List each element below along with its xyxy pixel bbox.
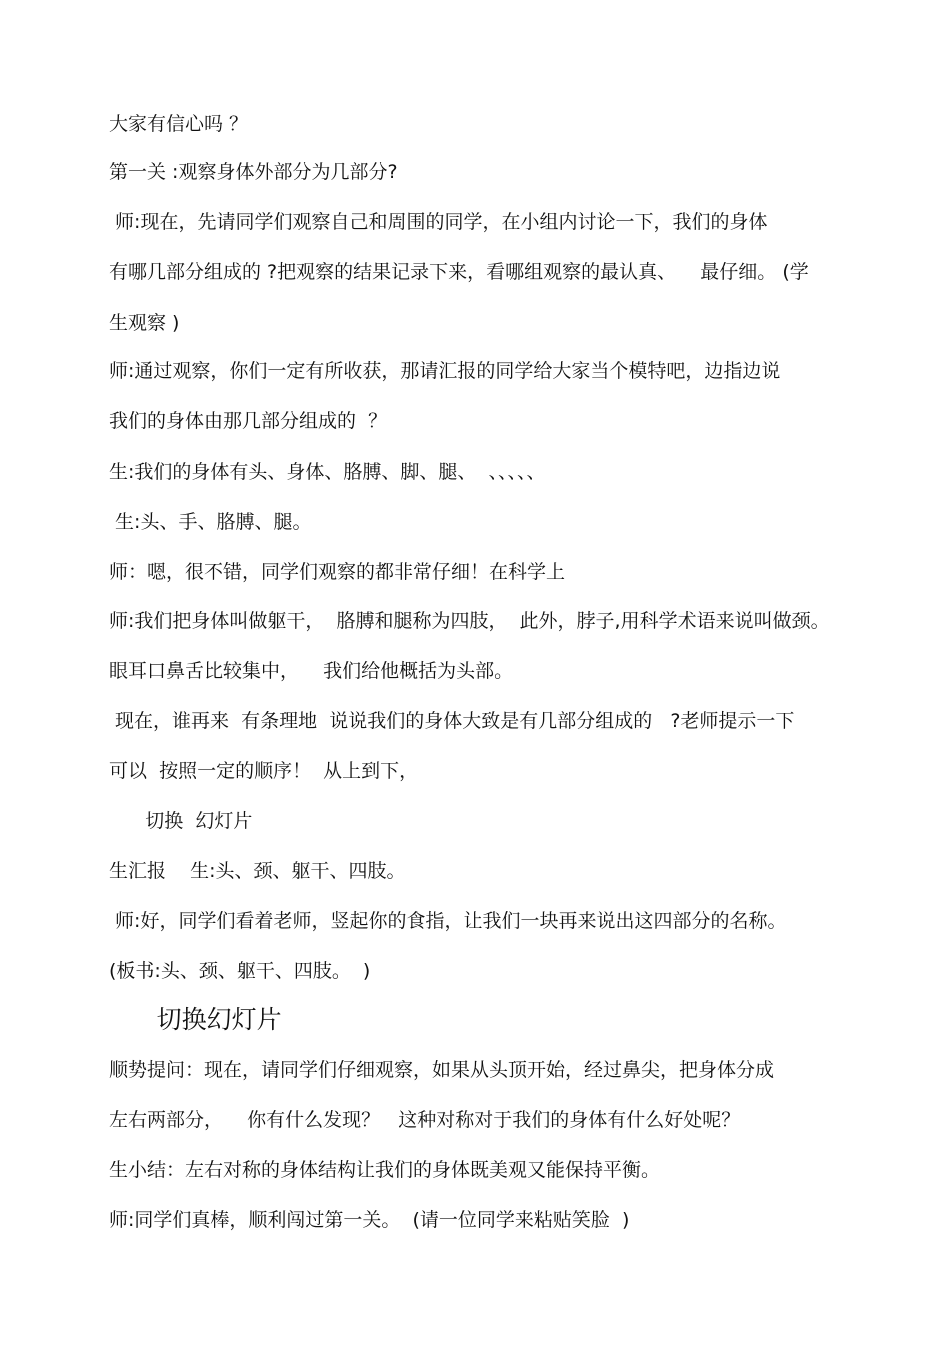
text-line: 有哪几部分组成的 ?把观察的结果记录下来，看哪组观察的最认真、 最仔细。 (学 — [109, 261, 809, 283]
text-line: 我们的身体由那几部分组成的 ？ — [109, 410, 388, 432]
text-line: 可以 按照一定的顺序！ 从上到下， — [109, 760, 419, 782]
text-line: 生:头、手、胳膊、腿。 — [109, 511, 312, 533]
text-line: 大家有信心吗 ？ — [109, 113, 249, 135]
text-line: 师:通过观察，你们一定有所收获，那请汇报的同学给大家当个模特吧，边指边说 — [109, 360, 781, 382]
text-line: 生小结：左右对称的身体结构让我们的身体既美观又能保持平衡。 — [109, 1159, 661, 1181]
text-line: (板书:头、颈、躯干、四肢。 ) — [109, 960, 371, 982]
text-line: 现在，谁再来 有条理地 说说我们的身体大致是有几部分组成的 ?老师提示一下 — [109, 710, 795, 732]
text-line: 师：嗯，很不错，同学们观察的都非常仔细！在科学上 — [109, 561, 566, 583]
text-line: 顺势提问：现在，请同学们仔细观察，如果从头顶开始，经过鼻尖，把身体分成 — [109, 1059, 775, 1081]
text-line: 师:现在，先请同学们观察自己和周围的同学，在小组内讨论一下，我们的身体 — [109, 211, 768, 233]
text-line: 师:我们把身体叫做躯干， 胳膊和腿称为四肢， 此外，脖子,用科学术语来说叫做颈。 — [109, 610, 830, 632]
slide-switch-heading: 切换幻灯片 — [109, 1005, 282, 1034]
text-line: 师:好，同学们看着老师，竖起你的食指，让我们一块再来说出这四部分的名称。 — [109, 910, 787, 932]
text-line: 第一关 :观察身体外部分为几部分? — [109, 161, 398, 183]
text-line: 生:我们的身体有头、身体、胳膊、脚、腿、 、、、、、 — [109, 461, 546, 483]
text-line: 切换 幻灯片 — [109, 810, 253, 832]
text-line: 眼耳口鼻舌比较集中， 我们给他概括为头部。 — [109, 660, 514, 682]
text-line: 生观察 ) — [109, 312, 180, 334]
text-line: 师:同学们真棒，顺利闯过第一关。 (请一位同学来粘贴笑脸 ) — [109, 1209, 630, 1231]
text-line: 左右两部分， 你有什么发现？ 这种对称对于我们的身体有什么好处呢？ — [109, 1109, 741, 1131]
text-line: 生汇报 生:头、颈、躯干、四肢。 — [109, 860, 406, 882]
